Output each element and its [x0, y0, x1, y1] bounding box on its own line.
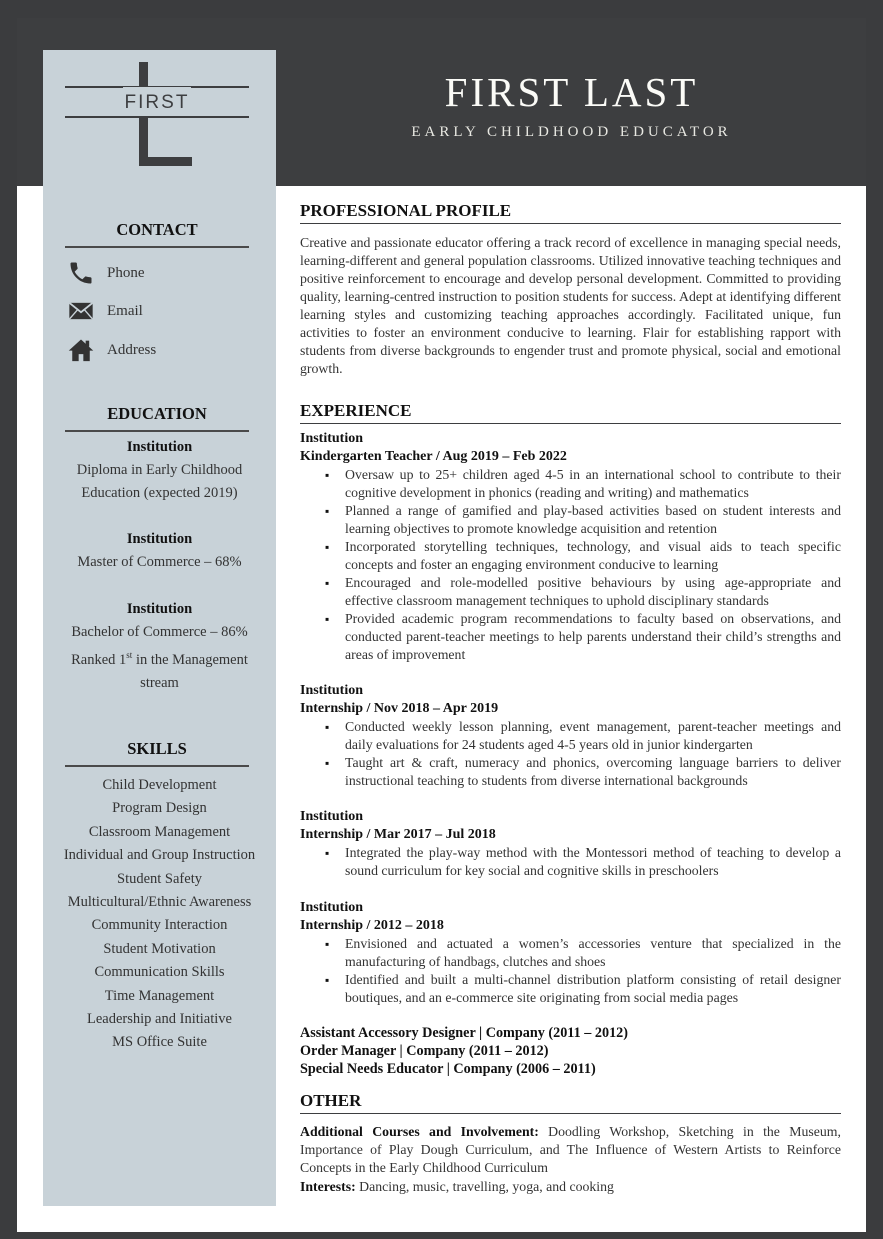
- sidebar: [43, 50, 276, 1206]
- skill-item: MS Office Suite: [112, 1034, 207, 1051]
- job-role: Internship / 2012 – 2018: [300, 918, 444, 933]
- other-role: Special Needs Educator | Company (2006 – 2011): [300, 1061, 596, 1077]
- job-institution: Institution: [300, 683, 364, 698]
- job-entry: [300, 430, 841, 664]
- interests-value: Dancing, music, travelling, yoga, and cooking: [355, 1179, 614, 1194]
- job-bullets: [300, 718, 841, 790]
- skills-heading: SKILLS: [65, 739, 249, 767]
- job-bullet: ▪ Oversaw up to 25+ children aged 4-5 in an international school to contribute to their cognitive development in phonics (reading and writing) and mathematics: [345, 466, 841, 502]
- job-bullet: ▪ Envisioned and actuated a women’s accessories venture that specialized in the manufacturing of handbags, clutches and shoes: [345, 935, 841, 971]
- job-role: Kindergarten Teacher / Aug 2019 – Feb 2022: [300, 449, 567, 464]
- candidate-title: EARLY CHILDHOOD EDUCATOR: [411, 124, 732, 140]
- other-role: Assistant Accessory Designer | Company (2011 – 2012): [300, 1025, 628, 1041]
- experience-heading: EXPERIENCE: [300, 401, 841, 424]
- education-degree-cont: Education (expected 2019): [81, 485, 238, 501]
- education-institution: Institution: [126, 439, 193, 455]
- courses-label: Additional Courses and Involvement:: [300, 1124, 539, 1139]
- skill-item: Leadership and Initiative: [87, 1010, 232, 1027]
- email-label: Email: [107, 302, 143, 319]
- contact-phone[interactable]: [67, 258, 145, 288]
- home-icon: [67, 336, 95, 364]
- education-degree: Diploma in Early Childhood: [76, 462, 243, 478]
- job-bullet: ▪ Taught art & craft, numeracy and phonics, overcoming language barriers to deliver instructional teaching to students from diverse international backgrounds: [345, 754, 841, 790]
- monogram-l-foot: [139, 157, 192, 166]
- job-bullet: ▪ Identified and built a multi-channel distribution platform consisting of retail designer boutiques, and an e-commerce site originating from social media pages: [345, 971, 841, 1007]
- courses-value: Doodling Workshop, Sketching in the Museum, Importance of Play Dough Curriculum, and The Influence of Western Artists to Reinforce Concepts in the Early Childhood Curriculum: [300, 1124, 841, 1175]
- contact-email[interactable]: [67, 296, 143, 326]
- job-bullet: ▪ Conducted weekly lesson planning, event management, parent-teacher meetings and daily evaluations for 24 students aged 4-5 years old in junior kindergarten: [345, 718, 841, 754]
- education-entry: [49, 528, 270, 574]
- job-entry: [300, 899, 841, 1007]
- job-bullet: ▪ Incorporated storytelling techniques, technology, and visual aids to teach specific concepts and foster an engaging environment conducive to learning: [345, 538, 841, 574]
- education-institution: Institution: [126, 531, 193, 547]
- education-entry: [49, 436, 270, 505]
- job-bullets: [300, 844, 841, 880]
- job-institution: Institution: [300, 809, 364, 824]
- ranking-sup: st: [126, 650, 133, 660]
- job-bullet: ▪ Encouraged and role-modelled positive behaviours by using age-appropriate and effective classroom management techniques to uphold disciplinary standards: [345, 574, 841, 610]
- skill-item: Program Design: [112, 800, 207, 817]
- courses-text: [300, 1123, 841, 1177]
- skill-item: Student Motivation: [103, 940, 216, 957]
- education-entry: [49, 598, 270, 695]
- contact-heading: CONTACT: [65, 220, 249, 248]
- skill-item: Community Interaction: [91, 917, 228, 934]
- job-bullets: [300, 935, 841, 1007]
- education-degree: Bachelor of Commerce – 86%: [71, 624, 248, 640]
- job-entry: [300, 808, 841, 880]
- skill-item: Child Development: [102, 777, 217, 793]
- education-heading: EDUCATION: [65, 404, 249, 432]
- education-institution: Institution: [126, 601, 193, 617]
- education-ranking-cont: stream: [140, 674, 179, 691]
- job-bullet: ▪ Integrated the play-way method with the Montessori method of teaching to develop a sound curriculum for key social and cognitive skills in preschoolers: [345, 844, 841, 880]
- phone-label: Phone: [107, 264, 145, 281]
- logo-text: FIRST: [124, 92, 190, 113]
- skill-item: Individual and Group Instruction: [63, 847, 256, 864]
- job-role: Internship / Nov 2018 – Apr 2019: [300, 701, 499, 716]
- phone-icon: [67, 259, 95, 287]
- other-heading: OTHER: [300, 1091, 841, 1114]
- other-role: Order Manager | Company (2011 – 2012): [300, 1043, 549, 1059]
- job-role: Internship / Mar 2017 – Jul 2018: [300, 827, 496, 842]
- skill-item: Communication Skills: [94, 964, 225, 981]
- other-roles: [300, 1024, 841, 1078]
- interests-label: Interests:: [300, 1179, 356, 1194]
- job-institution: Institution: [300, 431, 364, 446]
- skills-list: [49, 774, 270, 1055]
- contact-address[interactable]: [67, 335, 156, 365]
- profile-heading: PROFESSIONAL PROFILE: [300, 201, 841, 224]
- logo-bottom-rule: [65, 116, 249, 118]
- job-entry: [300, 682, 841, 790]
- education-ranking: [49, 644, 270, 672]
- address-label: Address: [107, 341, 157, 358]
- education-degree: Master of Commerce – 68%: [77, 554, 242, 570]
- job-bullets: [300, 466, 841, 664]
- skill-item: Student Safety: [117, 870, 202, 887]
- job-bullet: ▪ Planned a range of gamified and play-based activities based on student interests and learning objectives to promote knowledge acquisition and retention: [345, 502, 841, 538]
- skill-item: Time Management: [104, 987, 215, 1004]
- interests-text: [300, 1178, 841, 1196]
- skill-item: Classroom Management: [88, 823, 231, 840]
- job-institution: Institution: [300, 900, 364, 915]
- job-bullet: ▪ Provided academic program recommendations to faculty based on observations, and conducted parent-teacher meetings to help parents understand their child’s strengths and areas of improvement: [345, 610, 841, 664]
- profile-text: Creative and passionate educator offering a track record of excellence in managing special needs, learning-different and general population classrooms. Utilized innovative teaching techniques and positive reinforcement to encourage and develop personal development. Committed to providing quality, learning-centred instruction to position students for success. Adept at identifying different learning styles and customizing teaching approaches accordingly. Facilitated unique, fun activities to foster an environment conducive to learning. Flair for establishing rapport with students from diverse backgrounds to engender trust and promote physical, social and emotional growth.: [300, 235, 841, 376]
- ranking-text-cont: in the Management: [132, 651, 248, 668]
- email-icon: [67, 297, 95, 325]
- ranking-text: Ranked 1: [71, 651, 127, 668]
- candidate-name: FIRST LAST: [444, 69, 699, 115]
- resume-page: [17, 18, 866, 1232]
- skill-item: Multicultural/Ethnic Awareness: [67, 893, 252, 910]
